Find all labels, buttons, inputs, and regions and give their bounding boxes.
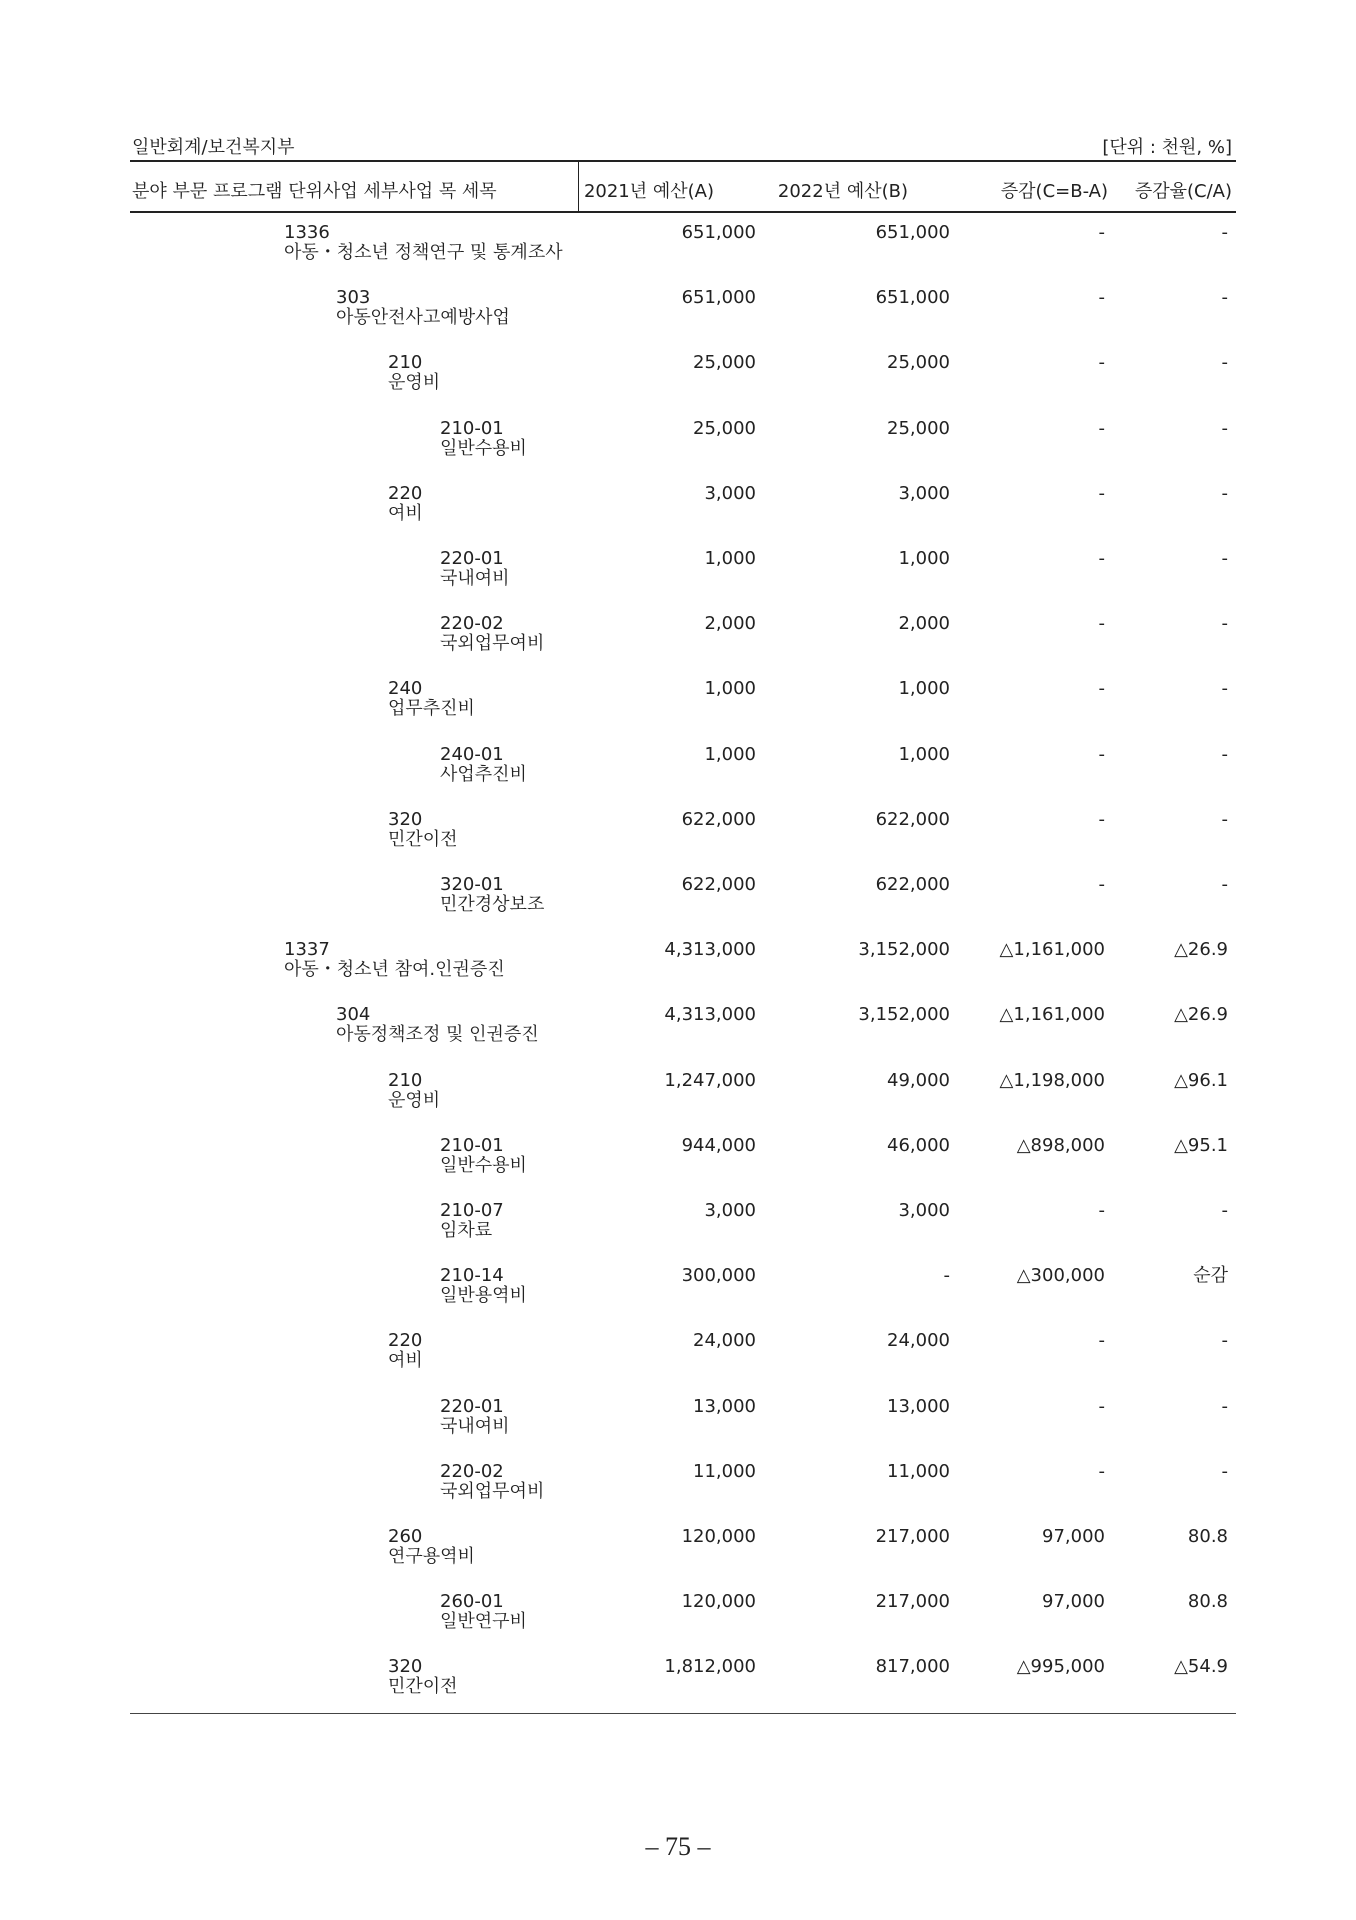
cell-budget-2022: 1,000: [898, 743, 950, 765]
cell-budget-2021: 651,000: [681, 222, 756, 243]
table-header: [130, 162, 1236, 211]
cell-budget-2022: 622,000: [875, 874, 950, 895]
header-budget-2022: 2022년 예산(B): [777, 181, 908, 202]
row-name: 여비: [388, 1350, 423, 1372]
row-name: 일반용역비: [440, 1285, 527, 1307]
table-row: [130, 1582, 1236, 1647]
row-code: 320-01: [440, 874, 504, 895]
row-code: 320: [388, 1656, 423, 1678]
cell-budget-2021: 120,000: [681, 1526, 756, 1547]
cell-change: -: [1098, 1460, 1105, 1482]
row-code: 260: [388, 1526, 423, 1547]
cell-change-rate: 순감: [1193, 1265, 1228, 1287]
table-row: [130, 865, 1236, 930]
cell-change: -: [1098, 1330, 1105, 1352]
row-code: 1337: [284, 939, 330, 961]
table-row: [130, 1452, 1236, 1517]
row-name: 아동안전사고예방사업: [336, 307, 510, 329]
table-row: [130, 343, 1236, 408]
table-row: [130, 1647, 1236, 1712]
cell-change: -: [1098, 417, 1105, 439]
cell-change: -: [1098, 678, 1105, 700]
cell-budget-2022: 11,000: [887, 1460, 950, 1482]
row-name: 국외업무여비: [440, 633, 545, 655]
row-code: 220-01: [440, 548, 504, 569]
cell-change-rate: -: [1221, 1330, 1228, 1352]
row-label: [440, 1136, 527, 1176]
table-row: [130, 1256, 1236, 1321]
cell-budget-2022: 1,000: [898, 548, 950, 569]
row-label: [440, 875, 544, 915]
row-label: [388, 1331, 423, 1371]
unit-label: [단위 : 천원, %]: [1102, 137, 1232, 158]
row-code: 303: [336, 287, 371, 309]
row-label: [440, 745, 527, 785]
cell-change: 97,000: [1042, 1526, 1105, 1547]
row-label: [388, 353, 440, 393]
cell-change-rate: -: [1221, 222, 1228, 243]
cell-budget-2021: 25,000: [693, 352, 756, 374]
table-row: [130, 409, 1236, 474]
cell-change: -: [1098, 874, 1105, 895]
row-name: 일반수용비: [440, 1154, 527, 1176]
cell-change: △300,000: [1016, 1265, 1105, 1287]
header-divider: [578, 162, 579, 211]
cell-change-rate: -: [1221, 678, 1228, 700]
cell-change-rate: △54.9: [1174, 1656, 1228, 1678]
cell-budget-2022: 651,000: [875, 222, 950, 243]
row-label: [284, 223, 563, 263]
cell-change: △898,000: [1016, 1134, 1105, 1156]
row-label: [388, 1071, 440, 1111]
table-row: [130, 1387, 1236, 1452]
table-row: [130, 1061, 1236, 1126]
row-name: 운영비: [388, 1089, 441, 1111]
cell-budget-2022: 651,000: [875, 287, 950, 309]
row-label: [440, 1266, 527, 1306]
row-name: 국외업무여비: [440, 1480, 545, 1502]
cell-change-rate: -: [1221, 1395, 1228, 1417]
row-label: [388, 810, 458, 850]
cell-change: -: [1098, 613, 1105, 635]
cell-change: △1,161,000: [999, 1004, 1105, 1026]
cell-budget-2021: 1,000: [704, 678, 756, 700]
row-label: [388, 1657, 458, 1697]
cell-change: -: [1098, 352, 1105, 374]
row-code: 1336: [284, 222, 330, 243]
table-row: [130, 1191, 1236, 1256]
cell-budget-2021: 300,000: [681, 1265, 756, 1287]
row-label: [440, 1201, 504, 1241]
cell-budget-2021: 3,000: [704, 1200, 756, 1221]
cell-change: -: [1098, 1200, 1105, 1221]
row-code: 220: [388, 482, 423, 504]
cell-budget-2021: 1,812,000: [664, 1656, 756, 1678]
row-label: [336, 288, 510, 328]
cell-budget-2022: 49,000: [887, 1069, 950, 1091]
cell-budget-2022: 46,000: [887, 1134, 950, 1156]
row-code: 210-07: [440, 1200, 504, 1221]
cell-change-rate: △26.9: [1174, 939, 1228, 961]
cell-budget-2022: -: [943, 1265, 950, 1287]
table-bottom-rule: [130, 1713, 1236, 1714]
row-label: [336, 1005, 539, 1045]
cell-budget-2021: 1,000: [704, 743, 756, 765]
page-number: – 75 –: [645, 1832, 711, 1861]
cell-change: -: [1098, 808, 1105, 830]
header-structure: 분야 부문 프로그램 단위사업 세부사업 목 세목: [132, 181, 497, 202]
cell-change-rate: -: [1221, 808, 1228, 830]
cell-budget-2021: 120,000: [681, 1591, 756, 1613]
cell-budget-2022: 622,000: [875, 808, 950, 830]
table-row: [130, 604, 1236, 669]
row-code: 220: [388, 1330, 423, 1352]
row-name: 국내여비: [440, 1415, 510, 1437]
row-code: 320: [388, 808, 423, 830]
row-code: 220-01: [440, 1395, 504, 1417]
row-label: [440, 1462, 544, 1502]
cell-change-rate: -: [1221, 548, 1228, 569]
cell-budget-2021: 622,000: [681, 808, 756, 830]
cell-budget-2021: 2,000: [704, 613, 756, 635]
cell-budget-2021: 1,247,000: [664, 1069, 756, 1091]
cell-change: -: [1098, 548, 1105, 569]
cell-budget-2021: 4,313,000: [664, 1004, 756, 1026]
cell-budget-2021: 3,000: [704, 482, 756, 504]
row-label: [388, 484, 423, 524]
cell-change-rate: -: [1221, 613, 1228, 635]
row-label: [388, 679, 475, 719]
row-code: 210: [388, 1069, 423, 1091]
row-code: 220-02: [440, 613, 504, 635]
table-row: [130, 800, 1236, 865]
header-change-rate: 증감율(C/A): [1134, 181, 1232, 202]
table-row: [130, 1517, 1236, 1582]
table-row: [130, 669, 1236, 734]
row-code: 240: [388, 678, 423, 700]
row-label: [440, 549, 510, 589]
row-label: [440, 1592, 527, 1632]
row-code: 210-14: [440, 1265, 504, 1287]
cell-change-rate: 80.8: [1187, 1591, 1228, 1613]
row-code: 210-01: [440, 417, 504, 439]
cell-budget-2022: 2,000: [898, 613, 950, 635]
row-label: [440, 1397, 510, 1437]
row-name: 아동・청소년 정책연구 및 통계조사: [284, 242, 563, 263]
cell-change: -: [1098, 222, 1105, 243]
table-row: [130, 539, 1236, 604]
header-budget-2021: 2021년 예산(A): [583, 181, 714, 202]
cell-change-rate: -: [1221, 874, 1228, 895]
row-label: [440, 614, 544, 654]
cell-change: -: [1098, 482, 1105, 504]
table-row: [130, 278, 1236, 343]
row-name: 업무추진비: [388, 698, 475, 720]
row-code: 260-01: [440, 1591, 504, 1613]
row-name: 임차료: [440, 1220, 493, 1241]
cell-change-rate: 80.8: [1187, 1526, 1228, 1547]
cell-change-rate: △26.9: [1174, 1004, 1228, 1026]
table-row: [130, 735, 1236, 800]
cell-change-rate: -: [1221, 482, 1228, 504]
table-row: [130, 1321, 1236, 1386]
account-label: 일반회계/보건복지부: [132, 137, 295, 158]
row-name: 민간이전: [388, 828, 458, 850]
cell-budget-2021: 1,000: [704, 548, 756, 569]
cell-budget-2021: 24,000: [693, 1330, 756, 1352]
cell-change: △1,161,000: [999, 939, 1105, 961]
row-code: 210: [388, 352, 423, 374]
row-label: [440, 419, 527, 459]
cell-budget-2022: 3,000: [898, 482, 950, 504]
row-name: 운영비: [388, 372, 441, 394]
row-code: 304: [336, 1004, 371, 1026]
cell-budget-2021: 11,000: [693, 1460, 756, 1482]
cell-budget-2022: 25,000: [887, 417, 950, 439]
row-code: 220-02: [440, 1460, 504, 1482]
cell-change-rate: △95.1: [1174, 1134, 1228, 1156]
row-name: 여비: [388, 502, 423, 524]
cell-budget-2021: 944,000: [681, 1134, 756, 1156]
cell-change: △995,000: [1016, 1656, 1105, 1678]
row-name: 국내여비: [440, 568, 510, 589]
row-name: 민간이전: [388, 1676, 458, 1698]
cell-change: -: [1098, 287, 1105, 309]
cell-change-rate: -: [1221, 417, 1228, 439]
row-name: 연구용역비: [388, 1546, 475, 1567]
table-row: [130, 1126, 1236, 1191]
cell-budget-2021: 4,313,000: [664, 939, 756, 961]
cell-budget-2021: 25,000: [693, 417, 756, 439]
cell-budget-2021: 13,000: [693, 1395, 756, 1417]
row-name: 사업추진비: [440, 763, 527, 785]
row-name: 일반수용비: [440, 437, 527, 459]
cell-change-rate: -: [1221, 287, 1228, 309]
cell-budget-2022: 3,152,000: [858, 1004, 950, 1026]
cell-budget-2022: 3,000: [898, 1200, 950, 1221]
cell-budget-2022: 217,000: [875, 1526, 950, 1547]
cell-budget-2021: 651,000: [681, 287, 756, 309]
cell-budget-2022: 217,000: [875, 1591, 950, 1613]
row-label: [388, 1527, 475, 1567]
cell-change-rate: -: [1221, 1460, 1228, 1482]
row-label: [284, 940, 505, 980]
table-row: [130, 213, 1236, 278]
row-code: 210-01: [440, 1134, 504, 1156]
cell-change-rate: -: [1221, 352, 1228, 374]
row-name: 민간경상보조: [440, 894, 545, 915]
cell-budget-2022: 24,000: [887, 1330, 950, 1352]
header-change: 증감(C=B-A): [1000, 181, 1108, 202]
cell-change: -: [1098, 1395, 1105, 1417]
cell-budget-2022: 13,000: [887, 1395, 950, 1417]
cell-budget-2022: 817,000: [875, 1656, 950, 1678]
cell-budget-2021: 622,000: [681, 874, 756, 895]
cell-change-rate: -: [1221, 1200, 1228, 1221]
table-row: [130, 930, 1236, 995]
cell-budget-2022: 25,000: [887, 352, 950, 374]
cell-change: △1,198,000: [999, 1069, 1105, 1091]
table-row: [130, 995, 1236, 1060]
cell-change-rate: △96.1: [1174, 1069, 1228, 1091]
row-name: 아동・청소년 참여.인권증진: [284, 959, 505, 981]
cell-change: 97,000: [1042, 1591, 1105, 1613]
cell-change: -: [1098, 743, 1105, 765]
cell-change-rate: -: [1221, 743, 1228, 765]
cell-budget-2022: 1,000: [898, 678, 950, 700]
row-name: 아동정책조정 및 인권증진: [336, 1024, 539, 1046]
row-name: 일반연구비: [440, 1611, 527, 1633]
table-row: [130, 474, 1236, 539]
row-code: 240-01: [440, 743, 504, 765]
cell-budget-2022: 3,152,000: [858, 939, 950, 961]
